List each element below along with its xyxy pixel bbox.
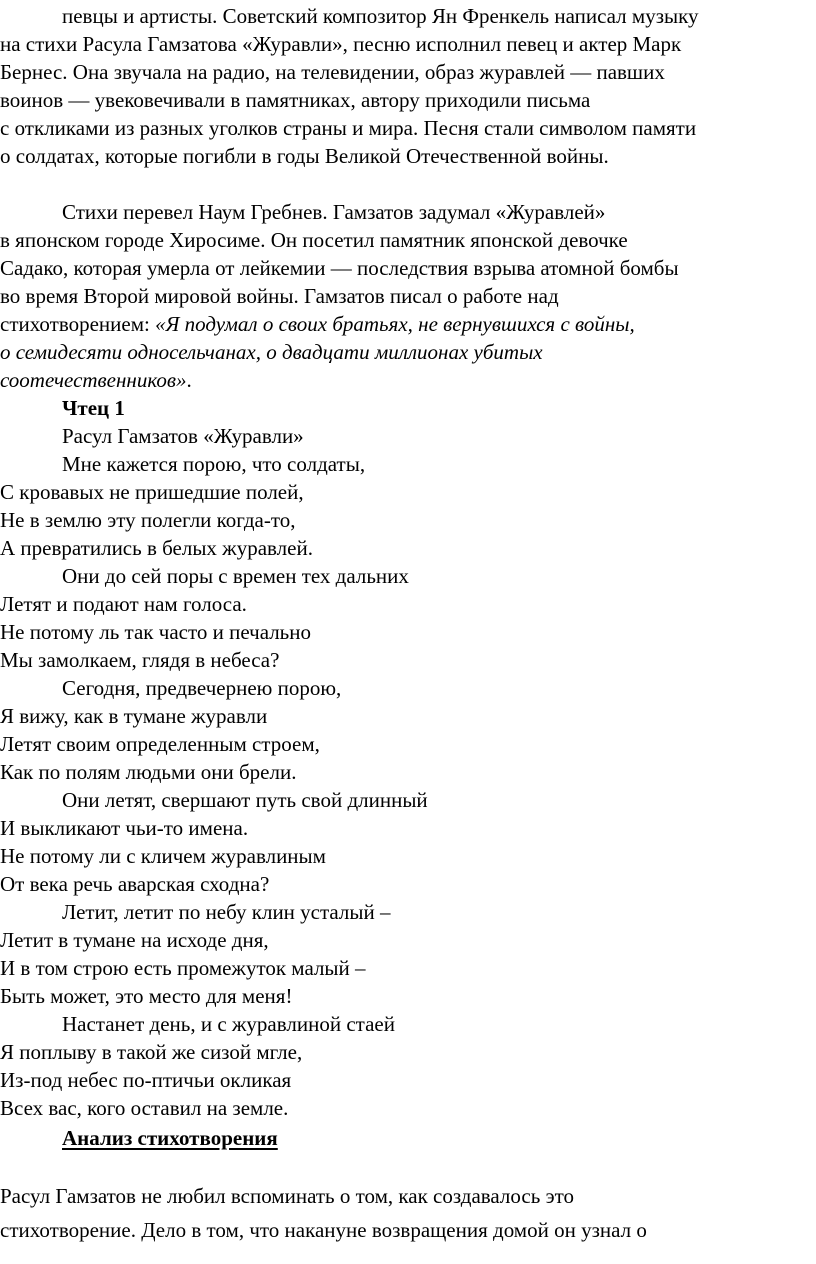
poem-line: И в том строю есть промежуток малый – <box>0 956 366 980</box>
poem-line: Они летят, свершают путь свой длинный <box>62 788 428 812</box>
poem-line: А превратились в белых журавлей. <box>0 536 313 560</box>
poem-line: С кровавых не пришедшие полей, <box>0 480 304 504</box>
poem-line: Летит в тумане на исходе дня, <box>0 928 269 952</box>
poem-line: Не потому ль так часто и печально <box>0 620 311 644</box>
poem-line: Летят своим определенным строем, <box>0 732 320 756</box>
poem-line: Они до сей поры с времен тех дальних <box>62 564 409 588</box>
intro-line: о солдатах, которые погибли в годы Великой Отечественной войны. <box>0 144 609 168</box>
poem-line: Быть может, это место для меня! <box>0 984 293 1008</box>
period-text: . <box>186 368 192 392</box>
poem-line: Из-под небес по-птичьи окликая <box>0 1068 292 1092</box>
poem-line: Летит, летит по небу клин усталый – <box>62 900 391 924</box>
translation-text: стихотворением: <box>0 312 156 336</box>
analysis-line: стихотворение. Дело в том, что накануне возвращения домой он узнал о <box>0 1218 647 1242</box>
poem-line: От века речь аварская сходна? <box>0 872 270 896</box>
poem-line: Я вижу, как в тумане журавли <box>0 704 268 728</box>
poem-title: Расул Гамзатов «Журавли» <box>62 424 304 448</box>
poem-line: Летят и подают нам голоса. <box>0 592 247 616</box>
quote-text: «Я подумал о своих братьях, не вернувшихся с войны, <box>155 312 635 336</box>
translation-line: во время Второй мировой войны. Гамзатов писал о работе над <box>0 284 559 308</box>
poem-line: Не потому ли с кличем журавлиным <box>0 844 326 868</box>
poem-line: Как по полям людьми они брели. <box>0 760 297 784</box>
analysis-line: Расул Гамзатов не любил вспоминать о том, как создавалось это <box>0 1184 574 1208</box>
quote-line: о семидесяти односельчанах, о двадцати миллионах убитых <box>0 340 543 364</box>
intro-line: певцы и артисты. Советский композитор Ян Френкель написал музыку <box>62 4 699 28</box>
translation-line: в японском городе Хиросиме. Он посетил памятник японской девочке <box>0 228 628 252</box>
poem-line: Настанет день, и с журавлиной стаей <box>62 1012 395 1036</box>
poem-line: Не в землю эту полегли когда-то, <box>0 508 296 532</box>
reader-heading: Чтец 1 <box>62 396 125 420</box>
intro-line: воинов — увековечивали в памятниках, автору приходили письма <box>0 88 591 112</box>
analysis-heading: Анализ стихотворения <box>62 1126 278 1150</box>
poem-line: Всех вас, кого оставил на земле. <box>0 1096 289 1120</box>
quote-line <box>0 366 192 394</box>
quote-text: соотечественников» <box>0 368 187 392</box>
intro-line: с откликами из разных уголков страны и мира. Песня стали символом памяти <box>0 116 697 140</box>
translation-line <box>0 310 635 338</box>
poem-line: Сегодня, предвечернею порою, <box>62 676 342 700</box>
intro-line: на стихи Расула Гамзатова «Журавли», песню исполнил певец и актер Марк <box>0 32 682 56</box>
translation-line: Стихи перевел Наум Гребнев. Гамзатов задумал «Журавлей» <box>62 200 606 224</box>
poem-line: И выкликают чьи-то имена. <box>0 816 249 840</box>
poem-line: Мне кажется порою, что солдаты, <box>62 452 366 476</box>
intro-line: Бернес. Она звучала на радио, на телевидении, образ журавлей — павших <box>0 60 665 84</box>
poem-line: Мы замолкаем, глядя в небеса? <box>0 648 280 672</box>
poem-line: Я поплыву в такой же сизой мгле, <box>0 1040 303 1064</box>
translation-line: Садако, которая умерла от лейкемии — последствия взрыва атомной бомбы <box>0 256 679 280</box>
